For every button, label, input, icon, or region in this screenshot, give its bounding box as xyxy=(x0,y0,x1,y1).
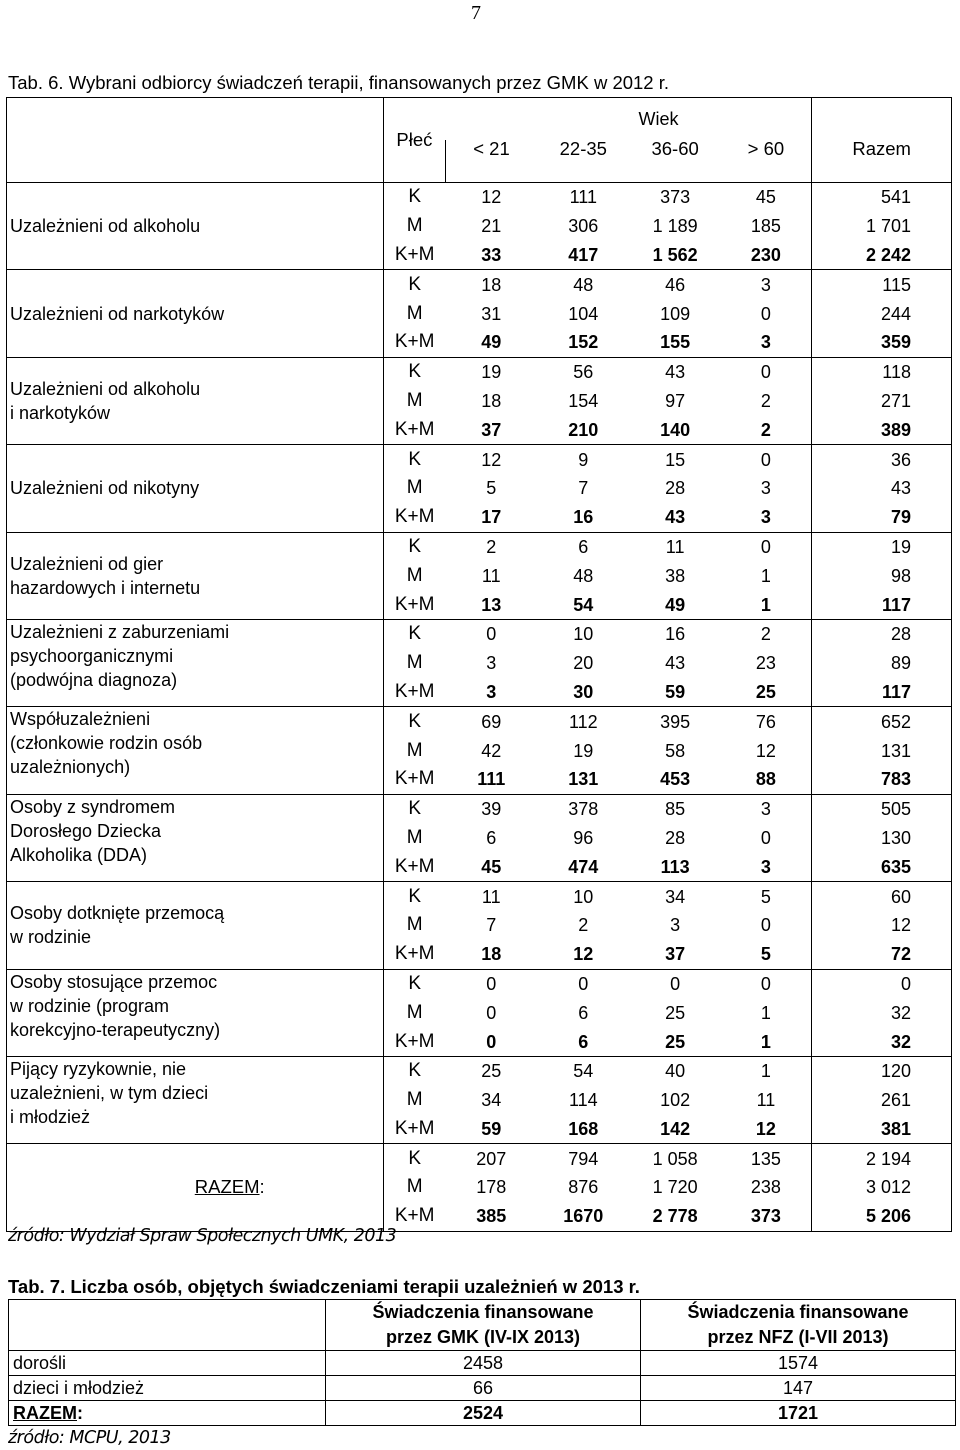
sex-cell: M xyxy=(383,824,446,853)
value-cell: 56 xyxy=(537,357,630,386)
table-row xyxy=(7,882,952,911)
value-cell: 33 xyxy=(481,244,502,265)
sex-cell: M xyxy=(383,387,446,416)
value-cell: 28 xyxy=(812,619,952,648)
value-cell: 12 xyxy=(755,740,776,761)
sex-cell: K xyxy=(383,183,446,212)
value-cell: 72 xyxy=(812,940,952,969)
group-label: Pijący ryzykownie, nie uzależnieni, w tym dzieci i młodzież xyxy=(7,1056,384,1143)
value-cell: 783 xyxy=(812,765,952,794)
value-cell: 59 xyxy=(481,1118,502,1139)
value-cell: 46 xyxy=(630,270,721,299)
table6 xyxy=(6,97,952,1232)
table7-value-cell: 1721 xyxy=(641,1401,956,1426)
value-cell: 3 xyxy=(760,478,771,499)
value-cell: 43 xyxy=(665,653,686,674)
group-label: Osoby z syndromem Dorosłego Dziecka Alkoholika (DDA) xyxy=(7,794,384,881)
value-cell: 1670 xyxy=(537,1202,630,1231)
value-cell: 37 xyxy=(665,944,686,965)
value-cell: 31 xyxy=(481,303,502,324)
value-cell: 114 xyxy=(568,1090,598,1111)
table7-value-cell: 2524 xyxy=(326,1401,641,1426)
value-cell: 541 xyxy=(812,183,952,212)
value-cell: 389 xyxy=(812,415,952,444)
value-cell: 1 562 xyxy=(652,244,698,265)
value-cell: 152 xyxy=(568,332,599,353)
value-cell: 38 xyxy=(665,565,686,586)
table-row xyxy=(7,794,952,823)
group-label: Osoby dotknięte przemocą w rodzinie xyxy=(7,882,384,969)
value-cell: 0 xyxy=(721,969,812,998)
value-cell: 97 xyxy=(665,390,686,411)
value-cell: 9 xyxy=(537,445,630,474)
value-cell: 85 xyxy=(630,794,721,823)
value-cell: 109 xyxy=(660,303,691,324)
value-cell: 112 xyxy=(537,707,630,736)
value-cell: 1 701 xyxy=(812,212,952,241)
table7-value-cell: 2458 xyxy=(326,1351,641,1376)
table7-title xyxy=(8,1276,640,1298)
sex-cell: K+M xyxy=(383,852,446,881)
table-row xyxy=(7,1056,952,1085)
value-cell: 2 194 xyxy=(812,1144,952,1173)
value-cell: 1 xyxy=(760,594,771,615)
value-cell: 385 xyxy=(446,1202,537,1231)
sex-cell: K+M xyxy=(383,1202,446,1231)
value-cell: 58 xyxy=(665,740,686,761)
value-cell: 0 xyxy=(812,969,952,998)
header-sex: Płeć xyxy=(383,98,446,183)
value-cell: 154 xyxy=(568,390,599,411)
value-cell: 395 xyxy=(630,707,721,736)
value-cell: 12 xyxy=(573,944,594,965)
value-cell: 49 xyxy=(665,594,686,615)
value-cell: 794 xyxy=(537,1144,630,1173)
header-razem-top xyxy=(812,98,952,141)
sex-cell: M xyxy=(383,998,446,1027)
sex-cell: K+M xyxy=(383,765,446,794)
value-cell: 49 xyxy=(481,332,502,353)
table-row xyxy=(7,619,952,648)
value-cell: 25 xyxy=(446,1056,537,1085)
value-cell: 12 xyxy=(812,911,952,940)
sex-cell: K+M xyxy=(383,415,446,444)
table-row xyxy=(7,357,952,386)
value-cell: 5 xyxy=(760,944,771,965)
value-cell: 115 xyxy=(812,270,952,299)
value-cell: 3 xyxy=(760,332,771,353)
value-cell: 0 xyxy=(760,827,771,848)
value-cell: 0 xyxy=(630,969,721,998)
sex-cell: M xyxy=(383,736,446,765)
value-cell: 36 xyxy=(812,445,952,474)
sex-cell: K xyxy=(383,357,446,386)
value-cell: 6 xyxy=(486,827,497,848)
value-cell: 1 058 xyxy=(630,1144,721,1173)
table-row xyxy=(7,969,952,998)
value-cell: 2 778 xyxy=(630,1202,721,1231)
value-cell: 7 xyxy=(578,478,589,499)
table7 xyxy=(8,1299,956,1426)
value-cell: 505 xyxy=(812,794,952,823)
sex-cell: K+M xyxy=(383,590,446,619)
table7-value-cell: 1574 xyxy=(641,1351,956,1376)
value-cell: 0 xyxy=(721,445,812,474)
table7-value-cell: 147 xyxy=(641,1376,956,1401)
value-cell: 48 xyxy=(537,270,630,299)
value-cell: 45 xyxy=(721,183,812,212)
table6-title-prefix: Tab. 6. xyxy=(8,72,64,93)
table7-value-cell: 66 xyxy=(326,1376,641,1401)
value-cell: 15 xyxy=(630,445,721,474)
value-cell: 28 xyxy=(665,478,686,499)
value-cell: 876 xyxy=(568,1177,599,1198)
sex-cell: K+M xyxy=(383,940,446,969)
value-cell: 185 xyxy=(750,216,781,237)
value-cell: 96 xyxy=(573,827,594,848)
value-cell: 130 xyxy=(812,824,952,853)
value-cell: 652 xyxy=(812,707,952,736)
value-cell: 25 xyxy=(665,1031,686,1052)
value-cell: 6 xyxy=(578,1002,589,1023)
value-cell: 2 xyxy=(760,419,771,440)
value-cell: 118 xyxy=(812,357,952,386)
group-label: Uzależnieni od gier hazardowych i internetu xyxy=(7,532,384,619)
value-cell: 373 xyxy=(630,183,721,212)
value-cell: 76 xyxy=(721,707,812,736)
value-cell: 11 xyxy=(481,565,501,586)
value-cell: 378 xyxy=(537,794,630,823)
value-cell: 207 xyxy=(446,1144,537,1173)
value-cell: 120 xyxy=(812,1056,952,1085)
value-cell: 0 xyxy=(446,619,537,648)
value-cell: 0 xyxy=(760,915,771,936)
value-cell: 19 xyxy=(812,532,952,561)
value-cell: 5 206 xyxy=(812,1202,952,1231)
sex-cell: K+M xyxy=(383,1027,446,1056)
value-cell: 238 xyxy=(750,1177,781,1198)
value-cell: 10 xyxy=(537,882,630,911)
value-cell: 40 xyxy=(630,1056,721,1085)
value-cell: 79 xyxy=(812,503,952,532)
table7-row-label: dzieci i młodzież xyxy=(9,1376,326,1401)
value-cell: 1 xyxy=(721,1056,812,1085)
value-cell: 3 xyxy=(670,915,681,936)
sex-cell: M xyxy=(383,561,446,590)
value-cell: 373 xyxy=(721,1202,812,1231)
value-cell: 3 xyxy=(486,653,497,674)
sex-cell: K xyxy=(383,445,446,474)
value-cell: 18 xyxy=(481,390,502,411)
value-cell: 42 xyxy=(481,740,502,761)
value-cell: 6 xyxy=(537,532,630,561)
sex-cell: M xyxy=(383,299,446,328)
value-cell: 381 xyxy=(812,1115,952,1144)
header-col-2: 36-60 xyxy=(651,138,699,159)
value-cell: 12 xyxy=(446,183,537,212)
value-cell: 1 xyxy=(760,565,771,586)
group-label: RAZEM: xyxy=(7,1144,384,1231)
table7-title-text: Liczba osób, objętych świadczeniami terapii uzależnień w 2013 r. xyxy=(70,1276,640,1297)
value-cell: 59 xyxy=(665,681,686,702)
value-cell: 12 xyxy=(446,445,537,474)
sex-cell: K xyxy=(383,794,446,823)
value-cell: 11 xyxy=(756,1090,776,1111)
table-row xyxy=(7,1144,952,1173)
value-cell: 1 720 xyxy=(652,1177,698,1198)
value-cell: 98 xyxy=(812,561,952,590)
value-cell: 0 xyxy=(446,969,537,998)
value-cell: 0 xyxy=(537,969,630,998)
value-cell: 43 xyxy=(665,507,686,528)
sex-cell: K+M xyxy=(383,241,446,270)
value-cell: 1 xyxy=(760,1002,771,1023)
table-row xyxy=(7,707,952,736)
table7-row xyxy=(9,1376,956,1401)
value-cell: 3 xyxy=(760,507,771,528)
value-cell: 25 xyxy=(665,1002,686,1023)
table7-row xyxy=(9,1351,956,1376)
sex-cell: M xyxy=(383,474,446,503)
value-cell: 89 xyxy=(812,649,952,678)
value-cell: 21 xyxy=(481,216,502,237)
table-row xyxy=(7,270,952,299)
value-cell: 0 xyxy=(760,303,771,324)
value-cell: 60 xyxy=(812,882,952,911)
sex-cell: K+M xyxy=(383,503,446,532)
value-cell: 306 xyxy=(568,216,599,237)
sex-cell: M xyxy=(383,1173,446,1202)
value-cell: 34 xyxy=(630,882,721,911)
value-cell: 3 012 xyxy=(812,1173,952,1202)
value-cell: 11 xyxy=(446,882,537,911)
value-cell: 23 xyxy=(755,653,776,674)
value-cell: 12 xyxy=(755,1118,776,1139)
value-cell: 359 xyxy=(812,328,952,357)
value-cell: 0 xyxy=(486,1002,497,1023)
value-cell: 131 xyxy=(568,769,599,790)
value-cell: 244 xyxy=(812,299,952,328)
value-cell: 0 xyxy=(721,532,812,561)
value-cell: 417 xyxy=(568,244,599,265)
value-cell: 25 xyxy=(755,681,776,702)
value-cell: 178 xyxy=(476,1177,507,1198)
sex-cell: K xyxy=(383,969,446,998)
razem-label: RAZEM xyxy=(194,1176,260,1198)
value-cell: 3 xyxy=(760,856,771,877)
group-label: Osoby stosujące przemoc w rodzinie (program korekcyjno-terapeutyczny) xyxy=(7,969,384,1056)
sex-cell: K xyxy=(383,1056,446,1085)
value-cell: 43 xyxy=(812,474,952,503)
header-col-0: < 21 xyxy=(446,140,537,183)
value-cell: 28 xyxy=(665,827,686,848)
value-cell: 102 xyxy=(660,1090,691,1111)
value-cell: 32 xyxy=(812,998,952,1027)
value-cell: 54 xyxy=(573,594,594,615)
value-cell: 16 xyxy=(630,619,721,648)
table7-razem-label: RAZEM xyxy=(13,1403,77,1423)
value-cell: 2 xyxy=(578,915,589,936)
value-cell: 13 xyxy=(481,594,502,615)
value-cell: 18 xyxy=(446,270,537,299)
sex-cell: K+M xyxy=(383,678,446,707)
value-cell: 117 xyxy=(812,678,952,707)
value-cell: 2 xyxy=(446,532,537,561)
value-cell: 142 xyxy=(660,1118,691,1139)
sex-cell: M xyxy=(383,1086,446,1115)
value-cell: 0 xyxy=(721,357,812,386)
header-empty-cell xyxy=(7,98,384,183)
value-cell: 104 xyxy=(568,303,599,324)
sex-cell: K xyxy=(383,1144,446,1173)
value-cell: 0 xyxy=(486,1031,497,1052)
table7-col-header-gmk: Świadczenia finansowane przez GMK (IV-IX 2013) xyxy=(326,1300,641,1351)
group-label: Uzależnieni z zaburzeniami psychoorganicznymi (podwójna diagnoza) xyxy=(7,619,384,706)
value-cell: 168 xyxy=(568,1118,599,1139)
value-cell: 135 xyxy=(721,1144,812,1173)
value-cell: 1 189 xyxy=(652,216,698,237)
sex-cell: K+M xyxy=(383,1115,446,1144)
page-number: 7 xyxy=(471,2,481,24)
value-cell: 111 xyxy=(537,183,630,212)
value-cell: 261 xyxy=(812,1086,952,1115)
table-row xyxy=(7,445,952,474)
value-cell: 453 xyxy=(660,769,691,790)
value-cell: 5 xyxy=(721,882,812,911)
sex-cell: M xyxy=(383,649,446,678)
value-cell: 88 xyxy=(755,769,776,790)
value-cell: 2 xyxy=(721,619,812,648)
value-cell: 16 xyxy=(573,507,594,528)
value-cell: 155 xyxy=(660,332,691,353)
value-cell: 3 xyxy=(486,681,497,702)
group-label: Uzależnieni od alkoholu xyxy=(7,183,384,270)
table7-row-label: dorośli xyxy=(9,1351,326,1376)
value-cell: 43 xyxy=(630,357,721,386)
value-cell: 10 xyxy=(537,619,630,648)
value-cell: 131 xyxy=(812,736,952,765)
value-cell: 1 xyxy=(760,1031,771,1052)
value-cell: 39 xyxy=(446,794,537,823)
value-cell: 32 xyxy=(812,1027,952,1056)
value-cell: 7 xyxy=(486,915,497,936)
sex-cell: K+M xyxy=(383,328,446,357)
value-cell: 2 242 xyxy=(812,241,952,270)
table7-row xyxy=(9,1401,956,1426)
table6-title xyxy=(8,72,669,94)
value-cell: 37 xyxy=(481,419,502,440)
value-cell: 20 xyxy=(573,653,594,674)
header-col-4: Razem xyxy=(812,140,952,183)
header-age: Wiek xyxy=(446,98,812,141)
value-cell: 210 xyxy=(568,419,599,440)
value-cell: 17 xyxy=(481,507,502,528)
value-cell: 3 xyxy=(721,794,812,823)
value-cell: 11 xyxy=(630,532,721,561)
value-cell: 45 xyxy=(481,856,502,877)
value-cell: 34 xyxy=(481,1090,502,1111)
value-cell: 3 xyxy=(721,270,812,299)
table-row xyxy=(7,532,952,561)
group-label: Uzależnieni od alkoholu i narkotyków xyxy=(7,357,384,444)
value-cell: 6 xyxy=(578,1031,589,1052)
table6-source: źródło: Wydział Spraw Społecznych UMK, 2013 xyxy=(8,1226,397,1246)
value-cell: 69 xyxy=(446,707,537,736)
value-cell: 474 xyxy=(568,856,599,877)
sex-cell: K xyxy=(383,707,446,736)
value-cell: 30 xyxy=(573,681,594,702)
table7-header-empty xyxy=(9,1300,326,1351)
sex-cell: M xyxy=(383,911,446,940)
group-label: Uzależnieni od narkotyków xyxy=(7,270,384,357)
table7-title-prefix: Tab. 7. xyxy=(8,1276,66,1297)
group-label: Uzależnieni od nikotyny xyxy=(7,445,384,532)
table7-col-header-nfz: Świadczenia finansowane przez NFZ (I-VII 2013) xyxy=(641,1300,956,1351)
header-col-3: > 60 xyxy=(747,138,785,159)
group-label: Współuzależnieni (członkowie rodzin osób uzależnionych) xyxy=(7,707,384,794)
value-cell: 111 xyxy=(477,769,506,790)
value-cell: 635 xyxy=(812,852,952,881)
value-cell: 230 xyxy=(750,244,781,265)
sex-cell: K xyxy=(383,532,446,561)
value-cell: 140 xyxy=(660,419,691,440)
value-cell: 271 xyxy=(812,387,952,416)
header-col-1: 22-35 xyxy=(559,138,607,159)
sex-cell: K xyxy=(383,882,446,911)
value-cell: 18 xyxy=(481,944,502,965)
sex-cell: M xyxy=(383,212,446,241)
table7-source: źródło: MCPU, 2013 xyxy=(8,1428,171,1448)
sex-cell: K xyxy=(383,619,446,648)
value-cell: 19 xyxy=(573,740,594,761)
value-cell: 19 xyxy=(446,357,537,386)
value-cell: 5 xyxy=(486,478,497,499)
sex-cell: K xyxy=(383,270,446,299)
value-cell: 54 xyxy=(537,1056,630,1085)
table7-row-label: RAZEM: xyxy=(9,1401,326,1426)
value-cell: 2 xyxy=(760,390,771,411)
table-row xyxy=(7,183,952,212)
value-cell: 48 xyxy=(573,565,594,586)
value-cell: 113 xyxy=(660,856,690,877)
table6-title-text: Wybrani odbiorcy świadczeń terapii, finansowanych przez GMK w 2012 r. xyxy=(68,72,670,93)
value-cell: 117 xyxy=(812,590,952,619)
